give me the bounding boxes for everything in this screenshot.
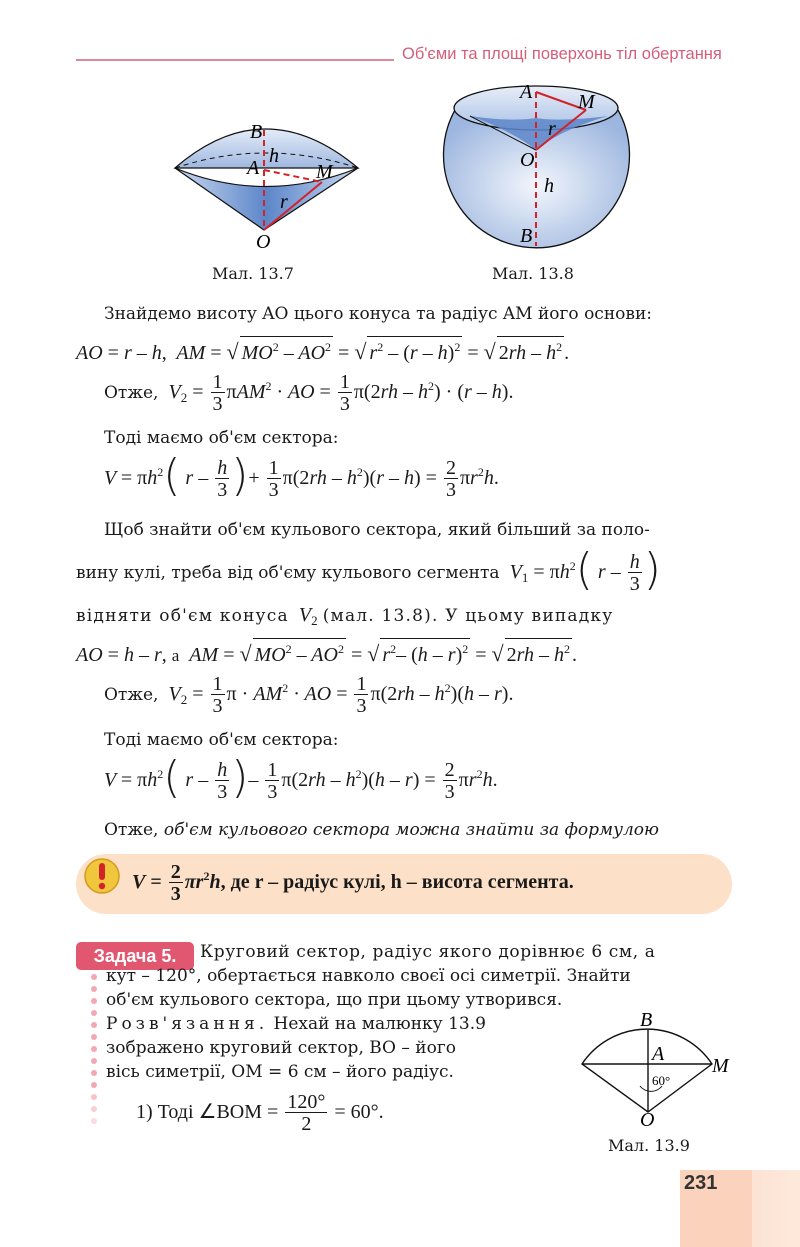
- step-1-text: 1) Тоді ∠BOM =: [136, 1101, 279, 1124]
- header-rule: [76, 59, 394, 61]
- formula-ao-am-2: AO = h – r, а AM = √ $MO^2 - AO^2$ = √ $r^2-$ (h – r)$^2$ = √ $2rh - h^2$ .: [76, 638, 577, 667]
- running-header: Об'єми та площі поверхонь тіл обертання: [402, 45, 722, 63]
- task-badge: Задача 5.: [76, 942, 194, 970]
- caption-13-9: Мал. 13.9: [608, 1136, 690, 1155]
- a-word: а: [171, 646, 180, 665]
- label-h: h: [544, 175, 554, 197]
- step-1: [136, 1092, 384, 1135]
- highlight-rest: , де r – радіус кулі, h – висота сегмента.: [220, 871, 574, 894]
- label-r: r: [280, 191, 288, 213]
- task-line-6: вісь симетрії, OM = 6 см – його радіус.: [106, 1062, 454, 1082]
- paragraph-2c-text: відняти об'єм конуса: [76, 606, 289, 626]
- formula-ao-am: AO = r – h, AM = √ $MO^2 - AO^2$ = √ $r^2 - (r - h)^2$ = √ $2rh - h^2$ .: [76, 336, 569, 365]
- conclusion: [104, 820, 659, 840]
- label-B: B: [520, 225, 533, 247]
- sector-outline: [582, 1029, 712, 1112]
- paragraph-2c-end: (мал. 13.8). У цьому випадку: [322, 606, 614, 626]
- todi-1: Тоді маємо об'єм сектора:: [104, 428, 339, 448]
- task-line-4: [106, 1014, 486, 1034]
- exclamation-icon: [84, 856, 124, 896]
- label-M: M: [316, 161, 333, 183]
- figure-13-8: [440, 70, 640, 260]
- step-1-den: 2: [301, 1113, 312, 1135]
- formula-v-second: $V = \pi h^2$( r – $\frac{h}{3}$ )– $\frac{1}{3}$ $\pi(2rh - h^2)(h - r)$ = $\frac{2}{3}$ $\pi r^2h$.: [104, 752, 498, 804]
- conclusion-italic: об'єм кульового сектора можна знайти за формулою: [163, 820, 659, 840]
- formula-v-first: $V = \pi h^2$( r – $\frac{h}{3}$ )+ $\frac{1}{3}$ $\pi(2rh - h^2)(r - h)$ = $\frac{2}{3}$ $\pi r^2h$.: [104, 450, 499, 502]
- paragraph-2b: вину кулі, треба від об'єму кульового сегмента $V_1 = \pi h^2$( r – $\frac{h}{3}$ ): [76, 544, 661, 596]
- task-line-1: Круговий сектор, радіус якого дорівнює 6 см, а: [200, 942, 656, 962]
- angle-label: 60°: [652, 1073, 671, 1088]
- task-line-3: об'єм кульового сектора, що при цьому утворився.: [106, 990, 563, 1010]
- otzhe-2: Отже,: [104, 685, 159, 706]
- label-A: A: [652, 1043, 665, 1065]
- step-1-result: = 60°.: [334, 1101, 384, 1124]
- formula-v2-second: Отже, $V_2$ = $\frac{1}{3}$ $\pi \cdot AM^2$ · AO = $\frac{1}{3}$ $\pi(2rh - h^2)(h - r)$.: [104, 673, 514, 717]
- caption-13-8: Мал. 13.8: [492, 264, 574, 283]
- figure-13-7: [170, 110, 370, 260]
- label-M: M: [712, 1055, 729, 1077]
- paragraph-1: Знайдемо висоту AO цього конуса та радіус AM його основи:: [104, 304, 653, 324]
- label-A: A: [247, 157, 260, 179]
- paragraph-2c: відняти об'єм конуса $V_2$ (мал. 13.8). У цьому випадку: [76, 604, 614, 628]
- label-O: O: [256, 231, 271, 253]
- label-h: h: [269, 145, 279, 167]
- paragraph-2a: Щоб знайти об'єм кульового сектора, який більший за поло-: [104, 520, 650, 540]
- label-r: r: [548, 118, 556, 140]
- caption-13-7: Мал. 13.7: [212, 264, 294, 283]
- task-line-2: кут – 120°, обертається навколо своєї осі симетрії. Знайти: [106, 966, 631, 986]
- page-number: 231: [684, 1172, 718, 1194]
- figure-13-9: [576, 1008, 736, 1128]
- todi-2: Тоді маємо об'єм сектора:: [104, 730, 339, 750]
- label-O: O: [520, 149, 535, 171]
- margin-dots: [91, 974, 99, 1130]
- otzhe-1: Отже,: [104, 383, 159, 404]
- solution-label: Розв'язання.: [106, 1014, 269, 1034]
- formula-v2-first: Отже, $V_2$ = $\frac{1}{3}$ πAM$^2$ · AO = $\frac{1}{3}$ $\pi(2rh - h^2) \cdot (r - h)$.: [104, 371, 514, 415]
- label-B: B: [640, 1009, 653, 1031]
- label-O: O: [640, 1109, 655, 1128]
- task-line-5: зображено круговий сектор, BO – його: [106, 1038, 457, 1058]
- label-A: A: [520, 81, 533, 103]
- step-1-num: 120°: [287, 1091, 326, 1113]
- label-M: M: [578, 91, 595, 113]
- label-B: B: [250, 121, 263, 143]
- highlight-formula: V = $\frac{2}{3}$ $\pi r^2h$, де r – радіус кулі, h – висота сегмента.: [132, 861, 574, 905]
- radius-dashed: [264, 170, 322, 182]
- paragraph-2b-text: вину кулі, треба від об'єму кульового сегмента: [76, 563, 500, 584]
- task-line-4-text: Нехай на малюнку 13.9: [273, 1014, 486, 1034]
- conclusion-lead: Отже,: [104, 820, 159, 840]
